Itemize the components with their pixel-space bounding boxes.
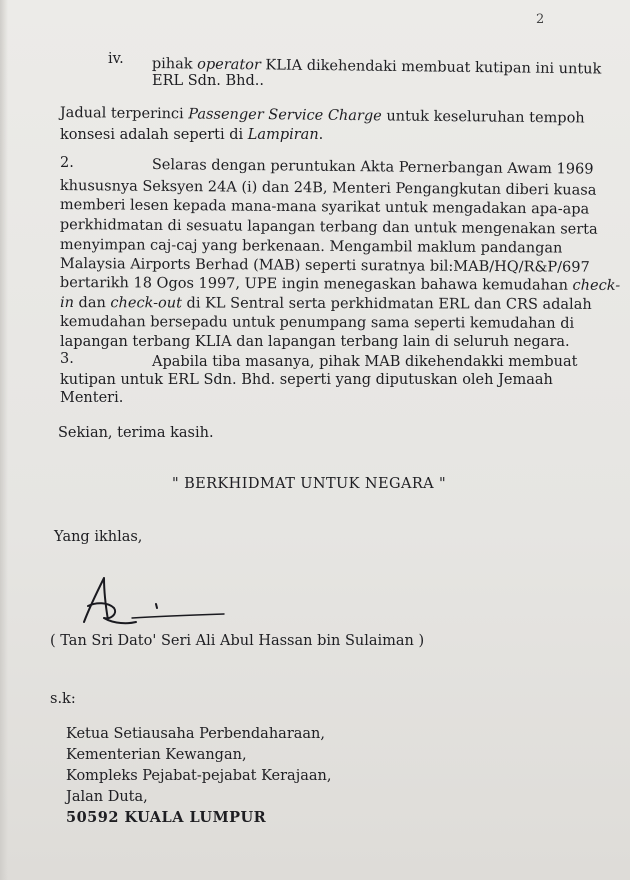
para2-line8: in dan check-out di KL Sentral serta perkhidmatan ERL dan CRS adalah	[59, 295, 592, 313]
cc-city: 50592 KUALA LUMPUR	[66, 809, 267, 826]
para3-line2: kutipan untuk ERL Sdn. Bhd. seperti yang diputuskan oleh Jemaah	[60, 372, 553, 388]
jadual-line1: Jadual terperinci Passenger Service Charge untuk keseluruhan tempoh	[59, 104, 585, 127]
para2-line4: perkhidmatan di sesuatu lapangan terbang dan untuk mengenakan serta	[59, 216, 598, 238]
para2-line2: khususnya Seksyen 24A (i) dan 24B, Menteri Pengangkutan diberi kuasa	[59, 177, 597, 199]
item-iv-line2: ERL Sdn. Bhd..	[152, 73, 265, 89]
para2-line1: Selaras dengan peruntukan Akta Pernerbangan Awam 1969	[151, 156, 594, 178]
page-number: 2	[536, 12, 545, 27]
signature-image	[74, 572, 234, 632]
cc-line-3: Kompleks Pejabat-pejabat Kerajaan,	[66, 768, 332, 784]
page-edge-shadow	[0, 0, 8, 880]
signatory-name: ( Tan Sri Dato' Seri Ali Abul Hassan bin Sulaiman )	[50, 633, 425, 649]
para2-line9: kemudahan bersepadu untuk penumpang sama seperti kemudahan di	[59, 314, 575, 332]
cc-line-4: Jalan Duta,	[66, 789, 148, 805]
para2-line10: lapangan terbang KLIA dan lapangan terbang lain di seluruh negara.	[60, 334, 570, 350]
closing: Sekian, terima kasih.	[58, 425, 214, 441]
para2-number: 2.	[60, 155, 74, 171]
item-iv-line1: pihak operator KLIA dikehendaki membuat kutipan ini untuk	[151, 55, 602, 78]
para3-line1: Apabila tiba masanya, pihak MAB dikehendakki membuat	[152, 354, 578, 370]
cc-label: s.k:	[50, 691, 76, 707]
para3-number: 3.	[60, 351, 74, 367]
item-iv-marker: iv.	[108, 51, 124, 67]
para2-line5: menyimpan caj-caj yang berkenaan. Mengambil maklum pandangan	[59, 236, 563, 257]
motto: " BERKHIDMAT UNTUK NEGARA "	[172, 476, 447, 492]
cc-line-2: Kementerian Kewangan,	[66, 747, 247, 763]
jadual-line2: konsesi adalah seperti di Lampiran.	[60, 127, 324, 143]
para2-line3: memberi lesen kepada mana-mana syarikat untuk mengadakan apa-apa	[59, 196, 590, 218]
para2-line7: bertarikh 18 Ogos 1997, UPE ingin menegaskan bahawa kemudahan check-	[59, 275, 621, 294]
salutation: Yang ikhlas,	[54, 529, 143, 545]
para3-line3: Menteri.	[60, 390, 124, 406]
cc-line-1: Ketua Setiausaha Perbendaharaan,	[66, 726, 325, 742]
para2-line6: Malaysia Airports Berhad (MAB) seperti suratnya bil:MAB/HQ/R&P/697	[59, 255, 590, 276]
